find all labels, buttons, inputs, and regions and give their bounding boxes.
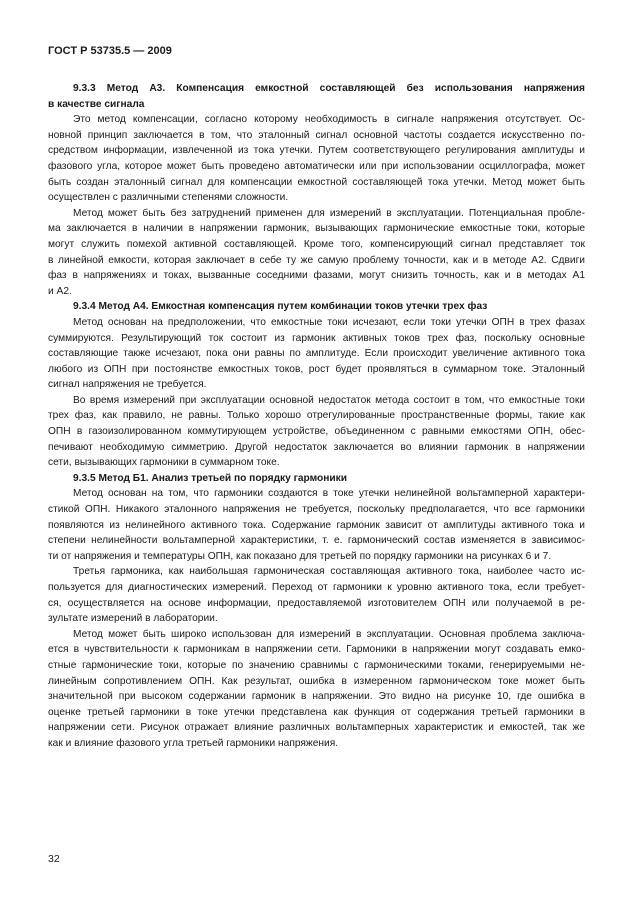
page-number: 32 bbox=[48, 853, 60, 865]
text-line: 9.3.4 Метод А4. Емкостная компенсация путем комбинации токов утечки трех фаз bbox=[73, 301, 488, 313]
text-line: 9.3.5 Метод Б1. Анализ третьей по порядку гармоники bbox=[73, 472, 348, 484]
text-line: трех фаз, как правило, не равны. Только хорошо отрегулированные пространственные формы, такие как bbox=[48, 410, 585, 422]
paragraph bbox=[48, 206, 585, 300]
text-line: напряжении сети. Рисунок отражает влияние различных вольтамперных характеристик и емкостей, так же bbox=[48, 722, 585, 734]
text-line: осуществлен с различными степенями сложности. bbox=[48, 192, 289, 204]
text-line: оценке третьей гармоники в токе утечки представлена как функция от содержания третьей гармоники в bbox=[48, 706, 585, 718]
text-line: зультате измерений в лаборатории. bbox=[48, 613, 218, 625]
text-line: Метод основан на том, что гармоники создаются в токе утечки нелинейной вольтамперной характери- bbox=[73, 488, 585, 500]
text-line: ОПН в газоизолированном коммутирующем устройстве, объединенном с равными емкостями ОПН, обес- bbox=[48, 426, 585, 438]
paragraph bbox=[48, 393, 585, 471]
text-line: 9.3.3 Метод А3. Компенсация емкостной составляющей без использования напряжения bbox=[73, 83, 585, 94]
paragraph bbox=[48, 486, 585, 564]
paragraph bbox=[48, 112, 585, 206]
text-line: составляющие также исчезают, пока они равны по амплитуде. Если происходит увеличение активного тока bbox=[48, 348, 585, 360]
text-line: появляются из нелинейного активного тока. Содержание гармоник зависит от амплитуды активного тока и bbox=[48, 519, 585, 531]
text-line: в линейной емкости, которая заключает в себе ту же самую проблему точности, как и в методе А2. Сдвиги bbox=[48, 254, 585, 266]
text-line: стикой ОПН. Никакого эталонного напряжения не требуется, поскольку предполагается, что все гармоники bbox=[48, 504, 585, 516]
text-line: средством информации, извлеченной из тока утечки. Путем соответствующего регулирования амплитуды и bbox=[48, 145, 585, 157]
text-line: пользуется для диагностических измерений. Переход от гармоники к уровню активного тока, если требует- bbox=[48, 582, 585, 593]
text-line: печивают необходимую симметрию. Другой недостаток заключается во влиянии гармоник в напряжении bbox=[48, 441, 585, 453]
text-line: ется в чувствительности к гармоникам в напряжении сети. Гармоники в напряжении могут создавать емко- bbox=[48, 644, 585, 656]
text-line: ма заключается в наличии в напряжении гармоник, вызывающих гармонические емкостные токи, которые bbox=[48, 223, 585, 235]
text-line: ти от напряжения и температуры ОПН, как показано для третьей по порядку гармоники на рисунках 6 и 7. bbox=[48, 550, 552, 562]
text-line: степени нелинейности вольтамперной характеристики, т. е. гармонический состав изменяется в зависимос- bbox=[48, 535, 585, 547]
text-line: могут служить помехой активной составляющей. Кроме того, компенсирующий сигнал представляет ток bbox=[48, 238, 585, 250]
document-body bbox=[48, 81, 585, 752]
text-line: Во время измерений при эксплуатации основной недостаток метода состоит в том, что емкостные токи bbox=[73, 394, 585, 406]
section-heading bbox=[48, 81, 585, 112]
text-line: ся, осуществляется на основе информации, предоставляемой изготовителем ОПН или получаемой в ре- bbox=[48, 597, 585, 609]
text-line: Это метод компенсации, согласно которому необходимость в сигнале напряжения отсутствует. Ос- bbox=[73, 114, 585, 126]
text-line: линейным сопротивлением ОПН. Как результат, ошибка в измеренном гармоническом токе может быть bbox=[48, 675, 585, 687]
text-line: как и влияние фазового угла третьей гармоники напряжения. bbox=[48, 737, 339, 749]
text-line: фаз в напряжениях и токах, вызванные соседними фазами, могут снизить точность, как и в методах А1 bbox=[48, 270, 585, 282]
text-line: значительной при высоком содержании гармоник в напряжении. Это видно на рисунке 10, где ошибка в bbox=[48, 691, 585, 703]
section-heading bbox=[48, 299, 585, 315]
text-line: сети, вызывающих гармоники в суммарном токе. bbox=[48, 457, 280, 469]
text-line: стные гармонические токи, которые по значению сравнимы с гармоническими токами, генерируемыми не- bbox=[48, 659, 585, 671]
text-line: фазового угла, которое может быть проведено автоматически или при использовании осциллографа, может bbox=[48, 160, 585, 172]
text-line: сигнал напряжения не требуется. bbox=[48, 379, 207, 391]
paragraph bbox=[48, 627, 585, 752]
text-line: суммируются. Результирующий ток состоит из гармоник активных токов трех фаз, поскольку основные bbox=[48, 332, 585, 344]
text-line: Третья гармоника, как наибольшая гармоническая составляющая активного тока, наиболее часто ис- bbox=[73, 566, 585, 578]
text-line: Метод может быть широко использован для измерений в эксплуатации. Основная проблема заключа- bbox=[73, 628, 585, 640]
text-line: любого из ОПН при постоянстве емкостных токов, рост будет проявляться в суммарном токе. Эталонный bbox=[48, 363, 585, 375]
section-heading bbox=[48, 471, 585, 487]
text-line: и А2. bbox=[48, 285, 72, 297]
paragraph bbox=[48, 564, 585, 626]
document-header: ГОСТ Р 53735.5 — 2009 bbox=[48, 45, 172, 57]
text-line: новной принцип заключается в том, что эталонный сигнал основной частоты создается искусственно по- bbox=[48, 129, 585, 141]
text-line: в качестве сигнала bbox=[48, 98, 145, 110]
text-line: Метод основан на предположении, что емкостные токи исчезают, если токи утечки ОПН в трех фазах bbox=[73, 316, 585, 328]
text-line: быть создан эталонный сигнал для компенсации емкостной составляющей тока утечки. Метод может быть bbox=[48, 176, 585, 188]
paragraph bbox=[48, 315, 585, 393]
text-line: Метод может быть без затруднений применен для измерений в эксплуатации. Потенциальная пробле- bbox=[73, 207, 585, 219]
